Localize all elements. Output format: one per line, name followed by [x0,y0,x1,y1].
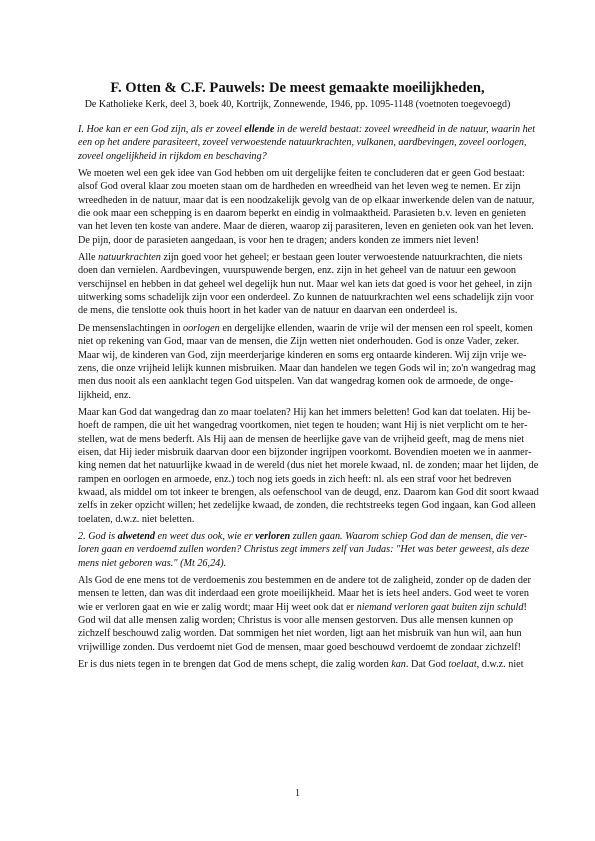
document-body [78,123,542,675]
document-source: De Katholieke Kerk, deel 3, boek 40, Kortrijk, Zonnewende, 1946, pp. 1095-1148 (voetnoten toegevoegd) [84,99,511,110]
text-run: en dergelijke ellenden, waarin de vrije wil der mensen een rol speelt, komen niet op rekening van God, maar van de mensen, die Zijn wetten niet onderhouden. God is onze Vader, zeker. Maar wij, de kinderen van God, zijn meerderjarige kinderen en soms erg ontaarde kinderen. Wij zijn vrije wezens, die onze vrijheid lelijk kunnen misbruiken. Maar dan handelen we tegen Gods wil in; zo'n wangedrag mag men dus nooit als een aanklacht tegen God uitspelen. Van dat wangedrag komen ook de armoede, de ongelijkheid, enz. [78,322,536,401]
paragraph-1: We moeten wel een gek idee van God hebben om uit dergelijke feiten te concluderen dat er geen God bestaat: alsof God overal klaar zou moeten staan om de hardheden en wreedheid van het leven weg te nemen. Er zijn wreedheden in de natuur, maar dat is een noodzakelijk gevolg van de op elkaar inwerkende delen van de natuur, die ook maar een schepping is en daarom beperkt en eindig in volmaaktheid. Parasieten b.v. leven en genieten van het leven ten koste van andere. Maar de dieren, waarop zij parasiteren, leven en genieten ook van het leven. De pijn, door de parasieten aangedaan, is voor hen te dragen; anders konden ze immers niet leven! [78,168,535,246]
text-run: en weet dus ook, wie er [154,530,256,542]
text-run: I. Hoe kan er een God zijn, als er zoveel [78,124,245,135]
text-run: Als God de ene mens tot de verdoemenis zou bestemmen en de andere tot de zaligheid, zonder op de daden der mensen te letten, dan was dit inderdaad een grote moeilijkheid. Maar het is iets heel anders. God weet te voren wie er verloren gaat en wie er zalig wordt; maar Hij weet ook dat er [78,575,531,613]
paragraph-6 [78,658,542,671]
text-run: Er is dus niets tegen in te brengen dat God de mens schept, die zalig worden [78,659,392,671]
text-run: Alle [78,252,99,264]
emphasis-alwetend: alwetend [117,530,155,542]
text-run: zullen gaan. Waarom schiep God dan de mensen, die verloren gaan en verdoemd zullen worden? Christus zegt immers zelf van Judas: "Het was beter geweest, als deze mens niet geboren was." (Mt 26,24). [78,530,530,569]
emphasis-oorlogen: oorlogen [182,322,220,334]
emphasis-natuurkrachten: natuurkrachten [98,252,161,264]
text-run: 2. God is [78,530,118,542]
paragraph-5 [78,574,542,654]
page-number: 1 [295,788,300,799]
question-2 [78,530,542,570]
paragraph-2 [78,251,542,318]
emphasis-niemand-verloren: niemand verloren gaat buiten zijn schuld [356,601,524,613]
text-run: ! God wil dat alle mensen zalig worden; Christus is voor alle mensen gestorven. Dus alle mensen kunnen op zichzelf beschouwd zalig worden. Dat sommigen het niet worden, ligt aan het misbruik van hun wil, aan hun vrijwillige zonden. Dus verdoemt niet God de mensen, maar goed beschouwd verdoemt de zondaar zichzelf! [78,601,527,653]
text-run: , d.w.z. niet [476,659,524,671]
document-title: F. Otten & C.F. Pauwels: De meest gemaakte moeilijkheden, [110,80,485,96]
paragraph-3 [78,322,542,402]
emphasis-toelaat: toelaat [448,659,477,671]
text-run: in de wereld bestaat: zoveel wreedheid in de natuur, waarin het een op het andere parasiteert, zoveel verwoestende natuurkrachten, vulkanen, aardbevingen, zoveel oorlogen, zoveel ongelijkheid in rijkdom en beschaving? [78,124,536,162]
emphasis-kan: kan [391,659,406,671]
text-run: De mensenslachtingen in [78,322,183,334]
question-1 [78,123,542,163]
emphasis-ellende: ellende [244,124,275,135]
text-run: zijn goed voor het geheel; er bestaan geen louter verwoestende natuurkrachten, die niets doen dan vernielen. Aardbevingen, vuurspuwende bergen, enz. zijn in het geheel van de natuur een gewoon verschijnsel en hebben in dat geheel wel degelijk hun nut. Maar wel kan iets dat goed is voor het geheel, in zijn uitwerking soms schadelijk zijn voor een onderdeel. Zo kunnen de natuurkrachten wel eens schadelijk zijn voor de mens, die tenslotte ook thuis hoort in het kader van de natuur en daarvan een onderdeel is. [78,252,534,317]
text-run: . Dat God [405,659,449,671]
paragraph-4: Maar kan God dat wangedrag dan zo maar toelaten? Hij kan het immers beletten! God kan dat toelaten. Hij behoeft de rampen, die uit het wangedrag voortkomen, niet tegen te houden; want Hij is niet verplicht om te herstellen, wat de mens bederft. Als Hij aan de mensen de heerlijke gave van de vrijheid geeft, mag de mens niet eisen, dat Hij ieder misbruik daarvan door een bijzonder ingrijpen voorkomt. Bovendien moeten we in aanmerking nemen dat het natuurlijke kwaad in de wereld (dus niet het morele kwaad, nl. de zonden; maar het lijden, de rampen en oorlogen en armoede, enz.) toch nog iets goeds in zich heeft: nl. als een straf voor het bedreven kwaad, als middel om tot inkeer te brengen, als oefenschool van de deugd, enz. Daarom kan God dit soort kwaad zelfs in zeker opzicht willen; het zedelijke kwaad, de zonden, die rechtstreeks tegen God ingaan, kan God alleen toelaten, d.w.z. niet beletten. [78,406,539,525]
emphasis-verloren: verloren [255,530,291,542]
